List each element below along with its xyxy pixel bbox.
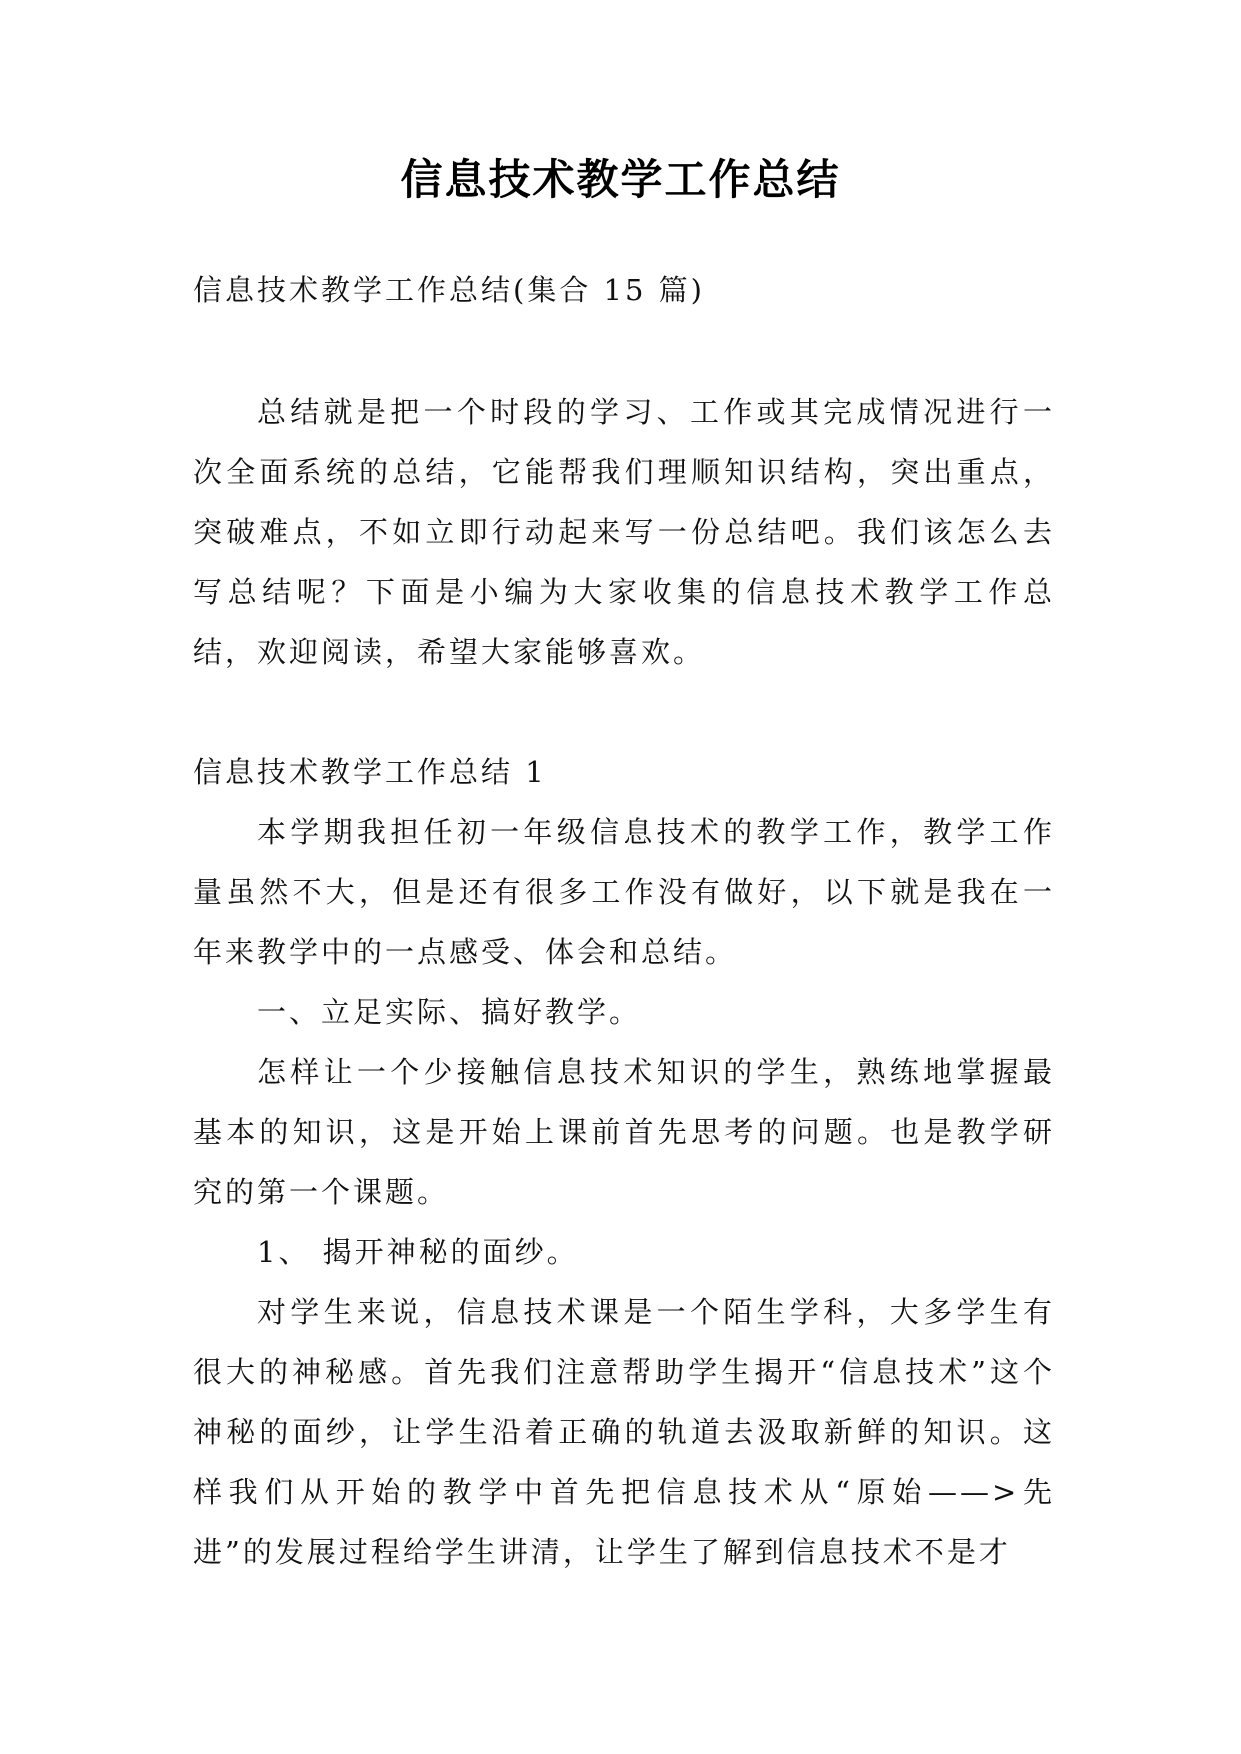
document-subtitle: 信息技术教学工作总结(集合 15 篇)	[193, 273, 705, 307]
body-paragraph: 1、 揭开神秘的面纱。	[257, 1235, 579, 1269]
section-heading: 信息技术教学工作总结 1	[193, 755, 547, 789]
document-body	[193, 260, 1055, 1582]
body-paragraph: 一、立足实际、搞好教学。	[257, 995, 642, 1029]
intro-paragraph: 总结就是把一个时段的学习、工作或其完成情况进行一次全面系统的总结，它能帮我们理顺知识结构，突出重点，突破难点，不如立即行动起来写一份总结吧。我们该怎么去写总结呢？下面是小编为大家收集的信息技术教学工作总结，欢迎阅读，希望大家能够喜欢。	[193, 395, 1055, 669]
body-paragraph: 怎样让一个少接触信息技术知识的学生，熟练地掌握最基本的知识，这是开始上课前首先思考的问题。也是教学研究的第一个课题。	[193, 1055, 1055, 1209]
document-title: 信息技术教学工作总结	[400, 155, 841, 204]
body-paragraph: 本学期我担任初一年级信息技术的教学工作，教学工作量虽然不大，但是还有很多工作没有做好，以下就是我在一年来教学中的一点感受、体会和总结。	[193, 815, 1055, 969]
body-paragraph: 对学生来说，信息技术课是一个陌生学科，大多学生有很大的神秘感。首先我们注意帮助学生揭开“信息技术”这个神秘的面纱，让学生沿着正确的轨道去汲取新鲜的知识。这样我们从开始的教学中首先把信息技术从“原始——>先进”的发展过程给学生讲清，让学生了解到信息技术不是才	[193, 1295, 1055, 1569]
